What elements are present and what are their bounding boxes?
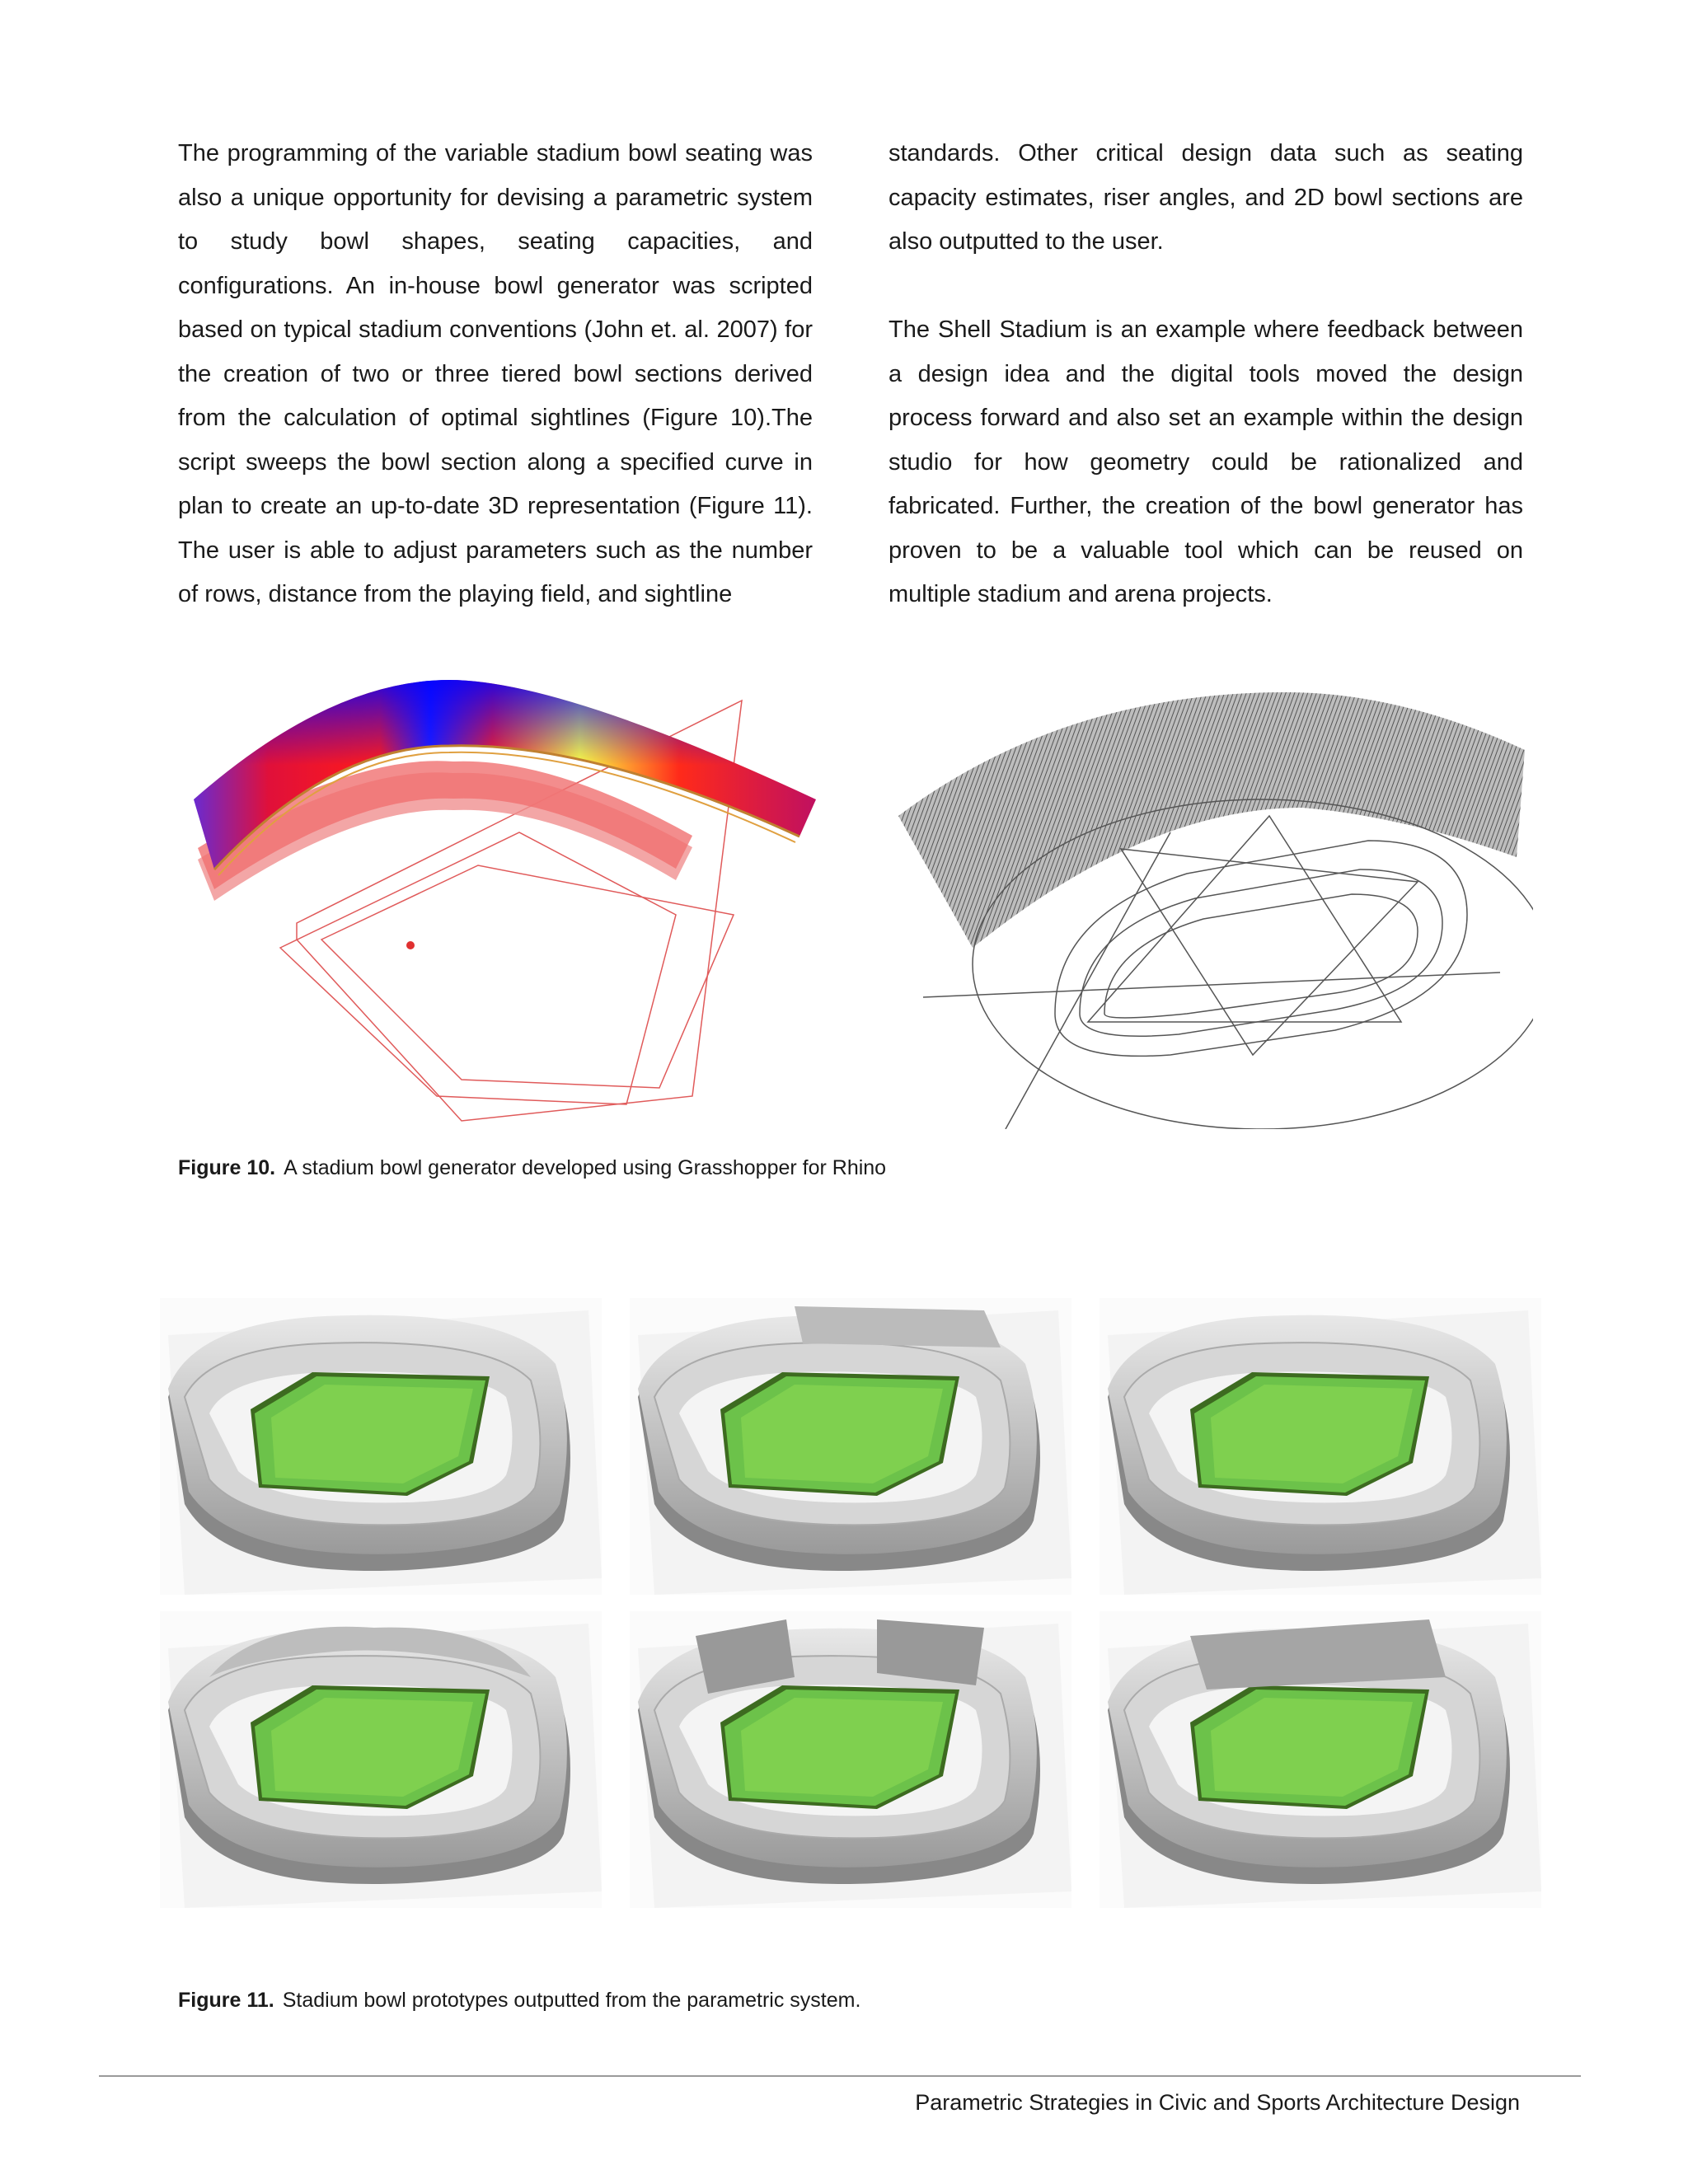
stadium-prototype-image: [1100, 1611, 1541, 1908]
footer-rule: [99, 2075, 1581, 2077]
bowl-wireframe-image: [874, 668, 1533, 1129]
figure-11-caption: [178, 1988, 860, 2013]
figure-10-caption: [178, 1155, 886, 1180]
figure-11-label: Figure 11.: [178, 1989, 274, 2012]
figure-11-text: Stadium bowl prototypes outputted from the parametric system.: [282, 1989, 861, 2012]
left-paragraph-1: The programming of the variable stadium bowl seating was also a unique opportunity for devising a parametric system to study bowl shapes, seating capacities, and configurations. An in-house bowl generator was scripted based on typical stadium conventions (John et. al. 2007) for the creation of two or three tiered bowl sections derived from the calculation of optimal sightlines (Figure 10).The script sweeps the bowl section along a specified curve in plan to create an up-to-date 3D representation (Figure 11). The user is able to adjust parameters such as the number of rows, distance from the playing field, and sightline: [178, 140, 813, 607]
right-paragraph-2: The Shell Stadium is an example where feedback between a design idea and the digital tools moved the design process forward and also set an example within the design studio for how geometry could be rationalized and fabricated. Further, the creation of the bowl generator has proven to be a valuable tool which can be reused on multiple stadium and arena projects.: [889, 316, 1523, 607]
stadium-prototype-image: [630, 1298, 1071, 1595]
running-footer: Parametric Strategies in Civic and Sports Architecture Design: [915, 2090, 1520, 2115]
stadium-prototype-image: [1100, 1298, 1541, 1595]
figure-10-text: A stadium bowl generator developed using Grasshopper for Rhino: [284, 1156, 887, 1179]
right-column: [889, 132, 1523, 661]
bowl-heatmap-image: [165, 668, 841, 1129]
figure-10: [165, 668, 1533, 1129]
stadium-prototype-image: [630, 1611, 1071, 1908]
stadium-prototype-image: [160, 1611, 602, 1908]
left-column: [178, 132, 813, 661]
figure-10-label: Figure 10.: [178, 1156, 276, 1179]
stadium-prototype-image: [160, 1298, 602, 1595]
right-paragraph-1: standards. Other critical design data such as seating capacity estimates, riser angles, and 2D bowl sections are also outputted to the user.: [889, 140, 1523, 255]
